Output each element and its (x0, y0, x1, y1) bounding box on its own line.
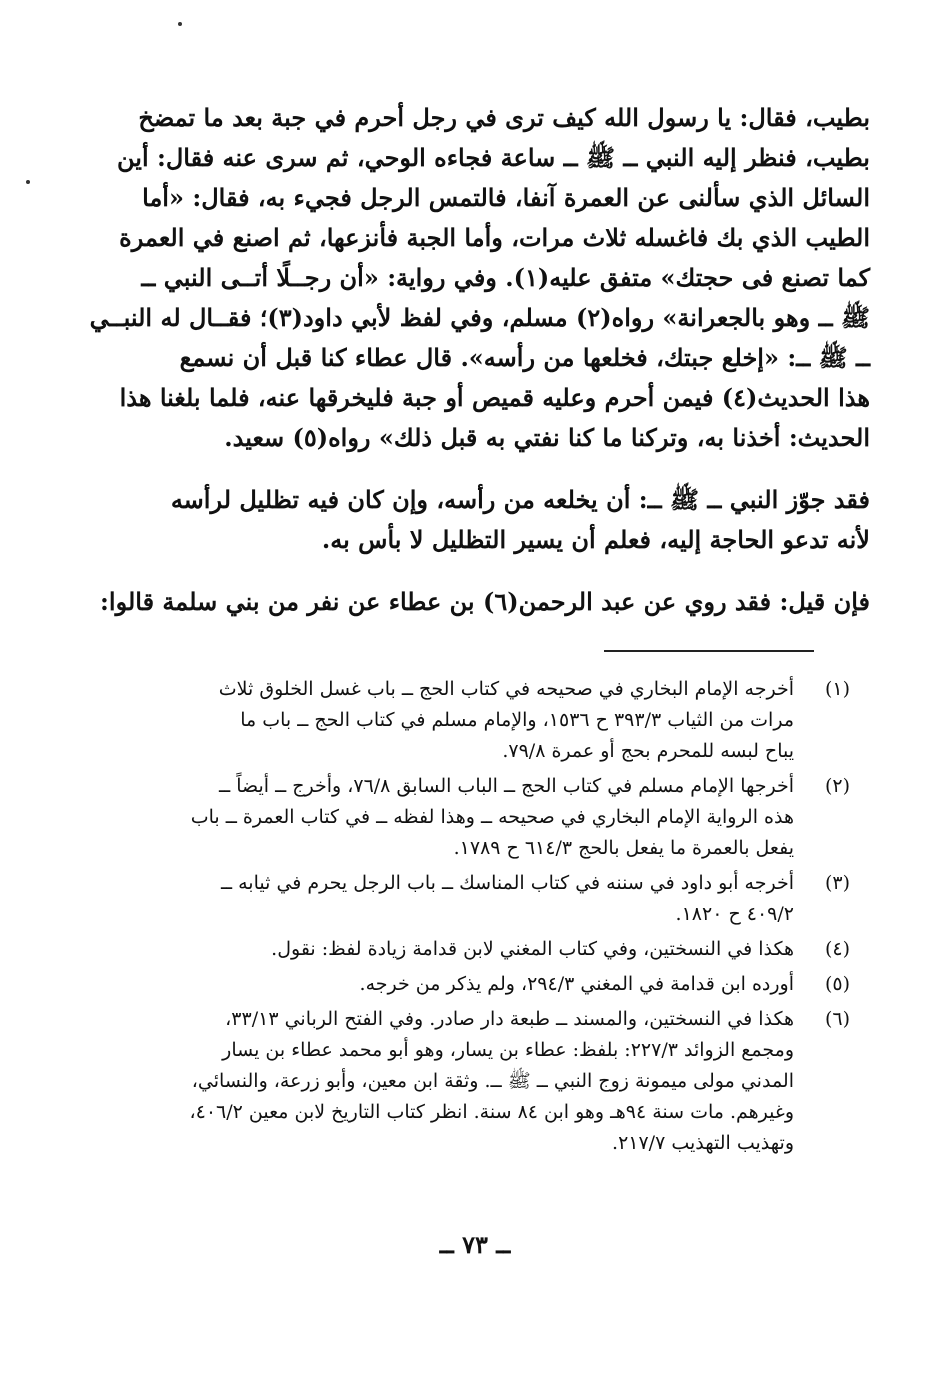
footnote-line: يفعل بالعمرة ما يفعل بالحج ٦١٤/٣ ح ١٧٨٩. (453, 837, 794, 859)
text-line: بطيب، فقال: يا رسول الله كيف ترى في رجل أحرم في جبة بعد ما تمضخ (138, 103, 870, 132)
footnote-5 (160, 969, 850, 1000)
footnote-line: أخرجها الإمام مسلم في كتاب الحج ــ الباب السابق ٧٦/٨، وأخرج ــ أيضاً ــ (219, 775, 794, 797)
footnote-line: يباح لبسه للمحرم بحج أو عمرة ٧٩/٨. (502, 740, 794, 762)
footnote-1 (160, 674, 850, 767)
text-line: السائل الذي سألنى عن العمرة آنفا، فالتمس الرجل فجيء به، فقال: «أما (142, 183, 870, 212)
paragraph-3 (100, 582, 870, 622)
text-line: فإن قيل: فقد روي عن عبد الرحمن(٦) بن عطاء عن نفر من بني سلمة قالوا: (100, 587, 870, 616)
text-line: لأنه تدعو الحاجة إليه، فعلم أن يسير التظليل لا بأس به. (321, 525, 870, 554)
footnotes (160, 674, 850, 1159)
text-line: هذا الحديث(٤) فيمن أحرم وعليه قميص أو جبة فليخرقها عنه، فلما بلغنا هذا (119, 383, 870, 412)
footnote-line: أورده ابن قدامة في المغني ٢٩٤/٣، ولم يذكر من خرجه. (359, 973, 794, 995)
text-line: الطيب الذي بك فاغسله ثلاث مرات، وأما الجبة فأنزعها، ثم اصنع في العمرة (119, 223, 870, 252)
footnote-separator (604, 650, 814, 652)
speck-mark (178, 22, 182, 26)
footnote-number: (٣) (824, 872, 850, 894)
footnote-line: المدني مولى ميمونة زوج النبي ــ ﷺ ــ. وثقة ابن معين، وأبو زرعة، والنسائي، (191, 1070, 794, 1092)
text-line: بطيب، فنظر إليه النبي ــ ﷺ ــ ساعة فجاءه الوحي، ثم سرى عنه فقال: أين (117, 143, 870, 172)
footnote-line: وغيرهم. مات سنة ٩٤هـ وهو ابن ٨٤ سنة. انظر كتاب التاريخ لابن معين ٤٠٦/٢، (189, 1101, 794, 1123)
text-line: الحديث: أخذنا به، وتركنا ما كنا نفتي به قبل ذلك» رواه(٥) سعيد. (224, 423, 870, 452)
footnote-line: أخرجه أبو داود في سننه في كتاب المناسك ــ باب الرجل يحرم في ثيابه ــ (220, 872, 794, 894)
speck-mark (26, 180, 30, 184)
footnote-line: مرات من الثياب ٣٩٣/٣ ح ١٥٣٦، والإمام مسلم في كتاب الحج ــ باب ما (240, 709, 794, 731)
footnote-number: (١) (824, 678, 850, 700)
text-line: كما تصنع فى حجتك» متفق عليه(١). وفي رواية: «أن رجــلًا أتــى النبي ــ (141, 263, 870, 292)
text-line: فقد جوّز النبي ــ ﷺ ــ: أن يخلعه من رأسه، وإن كان فيه تظليل لرأسه (170, 485, 870, 514)
footnote-number: (٤) (824, 938, 850, 960)
footnote-6 (160, 1004, 850, 1159)
text-line: ﷺ ــ وهو بالجعرانة» رواه(٢) مسلم، وفي لفظ لأبي داود(٣)؛ فقــال له النبــي (89, 303, 870, 332)
main-text (89, 98, 870, 622)
footnote-4 (160, 934, 850, 965)
footnote-line: أخرجه الإمام البخاري في صحيحه في كتاب الحج ــ باب غسل الخلوق ثلاث (218, 678, 794, 700)
paragraph-2 (160, 480, 870, 560)
footnote-line: هكذا في النسختين، وفي كتاب المغني لابن قدامة زيادة لفظ: نقول. (271, 938, 794, 960)
footnote-line: وتهذيب التهذيب ٢١٧/٧. (612, 1132, 794, 1154)
footnote-3 (160, 868, 850, 930)
paragraph-1 (89, 98, 870, 458)
footnote-line: ومجمع الزوائد ٢٢٧/٣: بلفظ: عطاء بن يسار، وهو أبو محمد عطاء بن يسار (222, 1039, 794, 1061)
footnote-number: (٥) (824, 973, 850, 995)
footnote-line: هذه الرواية الإمام البخاري في صحيحه ــ وهذا لفظه ــ في كتاب العمرة ــ باب (190, 806, 794, 828)
page-number: ــ ٧٣ ــ (439, 1230, 511, 1259)
footnote-line: هكذا في النسختين، والمسند ــ طبعة دار صادر. وفي الفتح الرباني ٣٣/١٣، (225, 1008, 794, 1030)
footnote-line: ٤٠٩/٢ ح ١٨٢٠. (675, 903, 794, 925)
footnote-number: (٦) (824, 1008, 850, 1030)
footnote-2 (160, 771, 850, 864)
text-line: ــ ﷺ ــ: «إخلع جبتك، فخلعها من رأسه». قال عطاء كنا قبل أن نسمع (179, 343, 870, 372)
footnote-number: (٢) (824, 775, 850, 797)
